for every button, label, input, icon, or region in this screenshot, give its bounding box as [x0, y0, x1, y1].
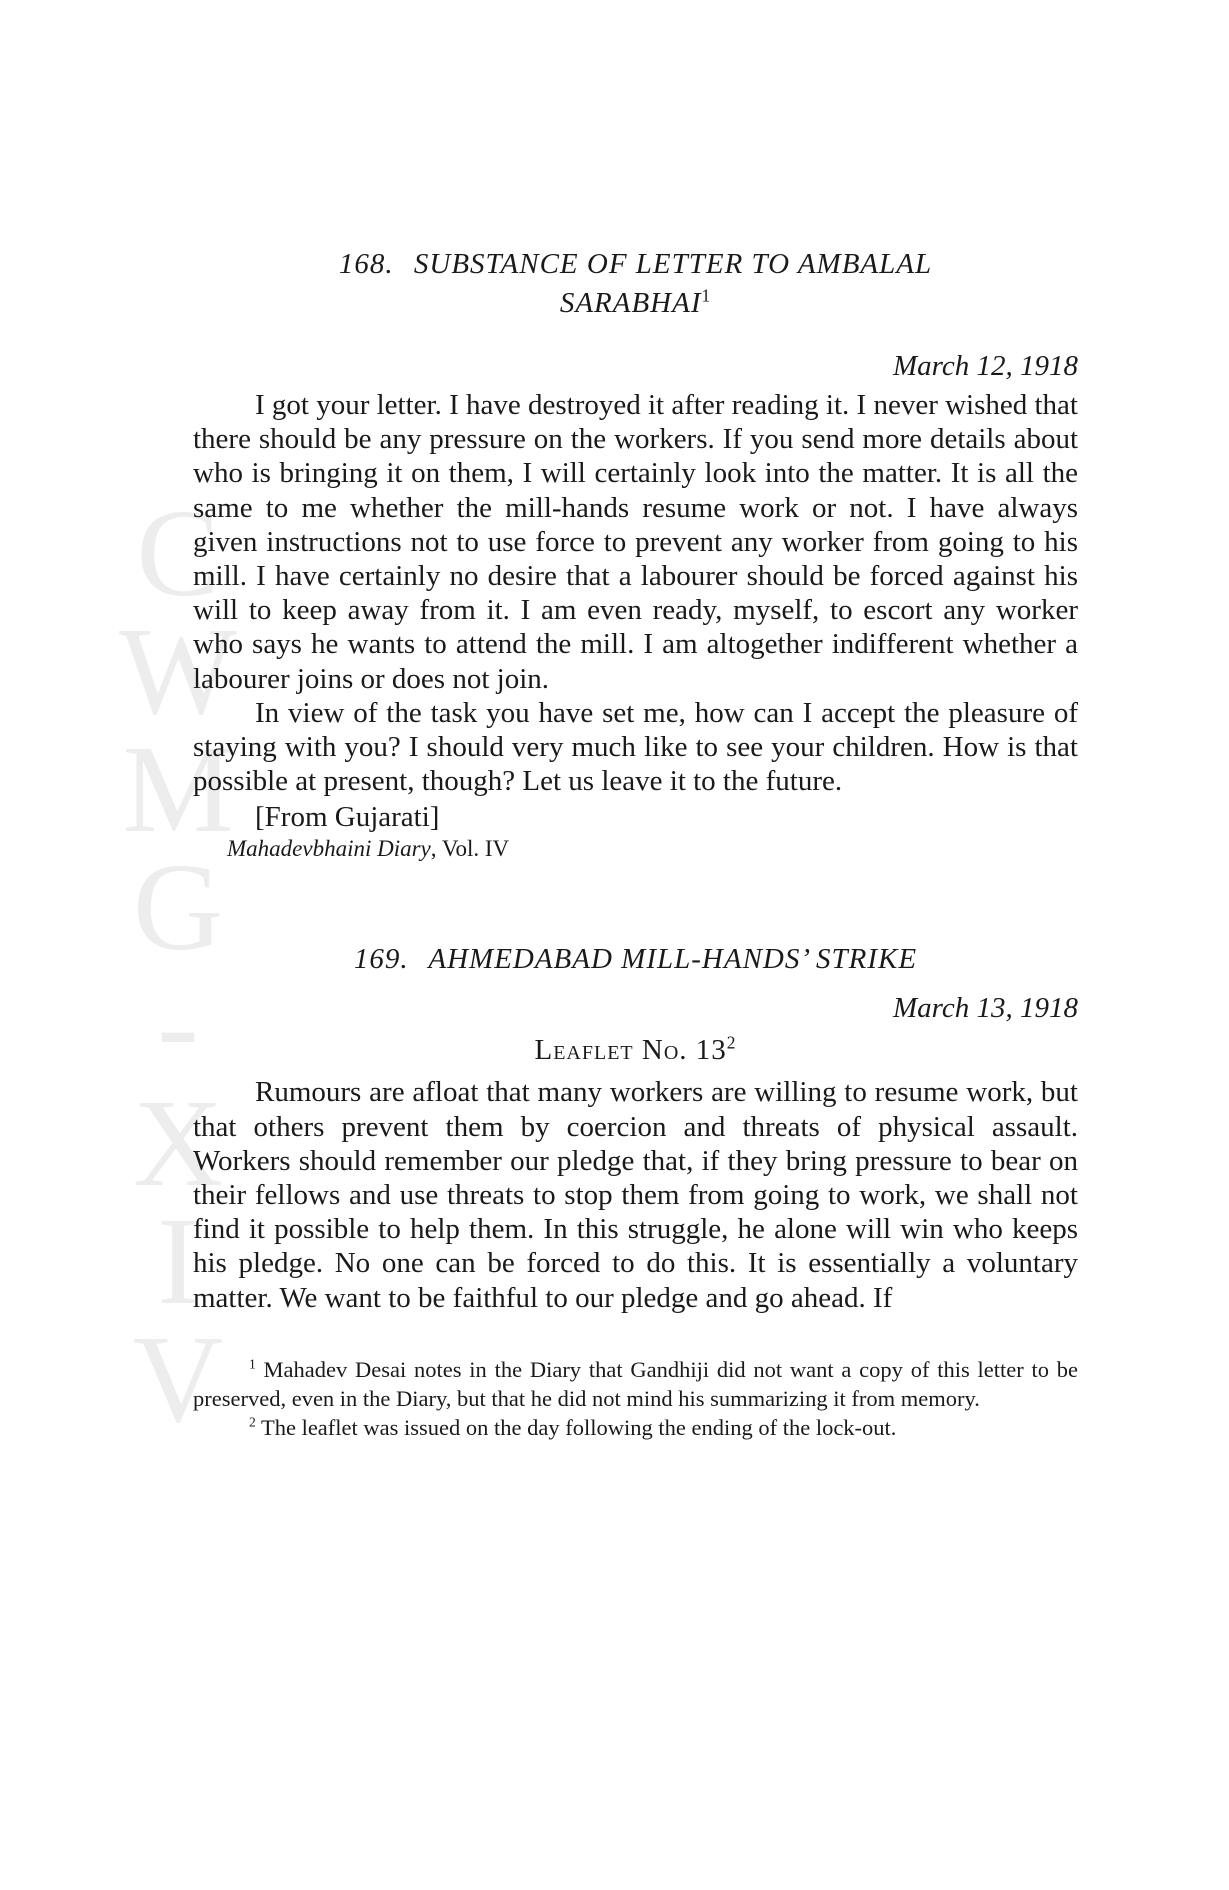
paragraph: Rumours are afloat that many workers are willing to resume work, but that others prevent them by coercion and threats of physical assault. Workers should remember our pledge that, if they bring pressure to bear on their fellows and use threats to stop them from going to work, we shall not find it possible to help them. In this struggle, he alone will win who keeps his pledge. No one can be forced to do this. It is essentially a voluntary matter. We want to be faithful to our pledge and go ahead. If — [193, 1076, 1078, 1314]
section-heading — [193, 245, 1078, 323]
footnote-ref[interactable]: 1 — [701, 285, 712, 306]
footnote-ref[interactable]: 2 — [726, 1032, 737, 1053]
watermark-letter: X — [132, 1075, 224, 1213]
source-language: [From Gujarati] — [255, 801, 440, 834]
section-number: 169. — [353, 943, 409, 976]
section-heading — [193, 940, 1078, 979]
footnotes — [193, 1355, 1078, 1442]
section-title-line1: SUBSTANCE OF LETTER TO AMBALAL — [413, 248, 933, 280]
watermark-letter: C — [136, 485, 220, 623]
watermark-letter: - — [157, 957, 199, 1095]
leaflet-label: Leaflet No. 13 — [534, 1034, 727, 1067]
section-168 — [193, 245, 1078, 864]
watermark-letter: G — [132, 839, 224, 977]
letter-date: March 12, 1918 — [893, 350, 1078, 382]
source-reference — [193, 834, 1078, 864]
source-volume: , Vol. IV — [430, 836, 510, 862]
section-title-line2: SARABHAI — [559, 287, 702, 319]
section-title: AHMEDABAD MILL-HANDS’ STRIKE — [428, 943, 918, 976]
watermark-letter: W — [119, 603, 237, 741]
leaflet-date: March 13, 1918 — [893, 992, 1078, 1025]
page-content — [193, 245, 1078, 1442]
footnote — [193, 1355, 1078, 1413]
source-title: Mahadevbhaini Diary — [227, 836, 431, 862]
footnote-text: Mahadev Desai notes in the Diary that Gandhiji did not want a copy of this letter to be preserved, even in the Diary, but that he did not mind his summarizing it from memory. — [193, 1356, 1079, 1411]
footnote-text: The leaflet was issued on the day following the ending of the lock-out. — [260, 1414, 897, 1440]
section-169 — [193, 940, 1078, 1314]
footnote-marker: 1 — [249, 1356, 256, 1372]
footnote-marker: 2 — [249, 1414, 256, 1430]
watermark-letter: I — [157, 1193, 199, 1331]
watermark-letter: M — [122, 721, 234, 859]
paragraph: I got your letter. I have destroyed it after reading it. I never wished that there should be any pressure on the workers. If you send more details about who is bringing it on them, I will certainly look into the matter. It is all the same to me whether the mill-hands resume work or not. I have always given instructions not to use force to prevent any worker from going to his mill. I have certainly no desire that a labourer should be forced against his will to keep away from it. I am even ready, myself, to escort any worker who says he wants to attend the mill. I am altogether indifferent whether a labourer joins or does not join. — [193, 389, 1078, 695]
footnote — [193, 1413, 1078, 1442]
leaflet-title — [193, 1033, 1078, 1067]
paragraph: In view of the task you have set me, how can I accept the pleasure of staying with you? I should very much like to see your children. How is that possible at present, though? Let us leave it to the future. — [193, 696, 1078, 798]
watermark-letter: V — [132, 1311, 224, 1449]
section-number: 168. — [338, 248, 394, 280]
